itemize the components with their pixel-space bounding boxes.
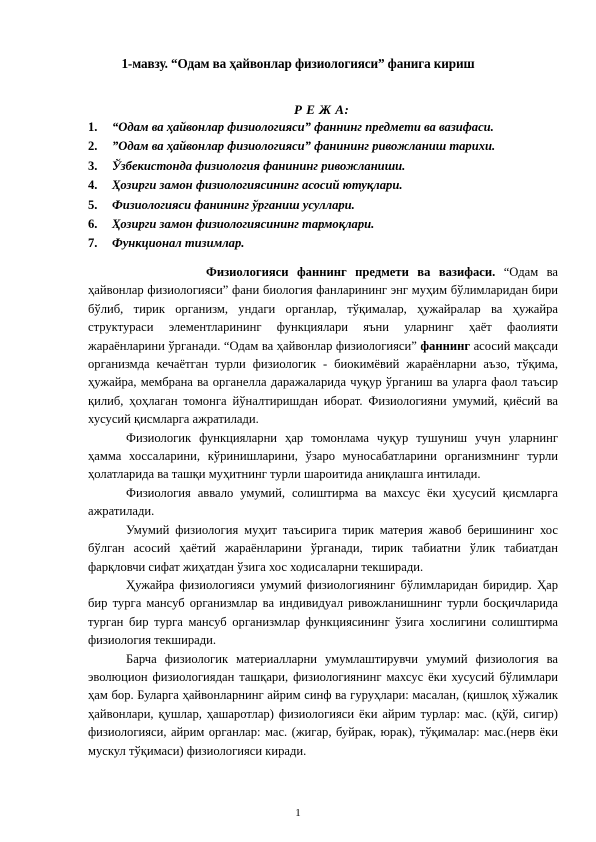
plan-item: [88, 176, 558, 195]
plan-item: [88, 196, 558, 215]
paragraph: [88, 263, 558, 429]
plan-item-number: 7.: [88, 236, 98, 251]
plan-item-number: 6.: [88, 216, 98, 231]
plan-item-number: 1.: [88, 120, 98, 134]
plan-item-number: 4.: [88, 178, 98, 193]
bold-term: фаннинг: [420, 338, 471, 353]
plan-item: [88, 234, 558, 253]
paragraph-text: асосий мақсади организмда кечаётган турли физиологик - биокимёвий жараёнларни аъзо, тўқима, ҳужайра, мембрана ва органелла даражаларида чуқур ўрганиш ва уларга фаол таъсир қилиб, ҳоҳлаган томонга йўналтиришдан иборат. Физиологияни умумий, қиёсий ва хусусий қисмларга ажратилади.: [88, 338, 558, 427]
plan-list: [88, 118, 558, 254]
plan-item: [88, 137, 558, 156]
paragraph: Барча физиологик материалларни умумлаштирувчи умумий физиология ва эволюцион физиологиядан ташқари, физиологиянинг махсус ёки хусусий бўлимлари ҳам бор. Буларга ҳайвонларнинг айрим синф ва гуруҳлари: масалан, (қишлоқ хўжалик ҳайвонлари, қушлар, ҳашаротлар) физиологияси ёки айрим турлар: мас. (қўй, сигир) физиологияси, айрим органлар: мас. (жигар, буйрак, юрак), тўқималар: мас.(нерв ёки мускул тўқимаси) физиологияси киради.: [88, 651, 558, 758]
paragraph: Умумий физиология муҳит таъсирига тирик материя жавоб беришининг хос бўлган асосий ҳаётий жараёнларини ўрганади, тирик табиатни ўлик табиатдан фарқловчи сифат жиҳатдан ўзига хос ходисаларни текширади.: [88, 522, 558, 574]
plan-item-text: Ҳозирги замон физиологиясининг тармоқлари.: [112, 216, 375, 231]
plan-heading: Р Е Ж А:: [294, 102, 350, 117]
plan-item-text: Физиологияси фанининг ўрганиш усуллари.: [112, 197, 355, 212]
plan-item-text: “Одам ва ҳайвонлар физиологияси” фаннинг предмети ва вазифаси.: [112, 120, 494, 134]
paragraph: Физиология аввало умумий, солиштирма ва махсус ёки ҳусусий қисмларга ажратилади.: [88, 485, 558, 519]
plan-item-number: 5.: [88, 197, 98, 212]
plan-item: [88, 157, 558, 176]
section-heading: Физиологияси фаннинг предмети ва вазифаси.: [206, 265, 496, 279]
paragraph: Физиологик функцияларни ҳар томонлама чуқур тушуниш учун уларнинг ҳамма хоссаларини, кўринишларини, ўзаро муносабатларини организмнинг турли ҳолатларида ва ташқи муҳитнинг турли шароитида аниқлашга интилади.: [88, 430, 558, 482]
page-number: 1: [295, 807, 301, 819]
plan-item-text: Функционал тизимлар.: [112, 236, 245, 251]
plan-item-number: 2.: [88, 139, 98, 154]
paragraph-text: “Одам ва ҳайвонлар физиологияси” фани биология фанларининг энг муҳим бўлимларидан бири бўлиб, тирик организм, ундаги органлар, тўқималар, ҳужайралар ва ҳужайра структураси элементларининг функциялари яъни уларнинг ҳаёт фаолияти жараёнларини ўрганади. “Одам ва ҳайвонлар физиологияси”: [88, 265, 558, 353]
paragraph: Ҳужайра физиологияси умумий физиологиянинг бўлимларидан биридир. Ҳар бир турга мансуб организмлар ва индивидуал ривожланишнинг турли босқичларида турган бир турга мансуб организмлар функциясининг ўзига хослигини солиштирма физиология текширади.: [88, 577, 558, 648]
page-title: 1-мавзу. “Одам ва ҳайвонлар физиологияси” фанига кириш: [121, 56, 475, 71]
plan-item-text: ”Одам ва ҳайвонлар физиологияси” фанининг ривожланиш тарихи.: [112, 139, 496, 154]
plan-item-number: 3.: [88, 158, 98, 173]
plan-item: [88, 215, 558, 234]
body-text: [88, 263, 558, 760]
plan-item-text: Ҳозирги замон физиологиясининг асосий ютуқлари.: [112, 178, 403, 193]
plan-item: [88, 118, 558, 137]
plan-item-text: Ўзбекистонда физиология фанининг ривожланиши.: [112, 158, 406, 173]
